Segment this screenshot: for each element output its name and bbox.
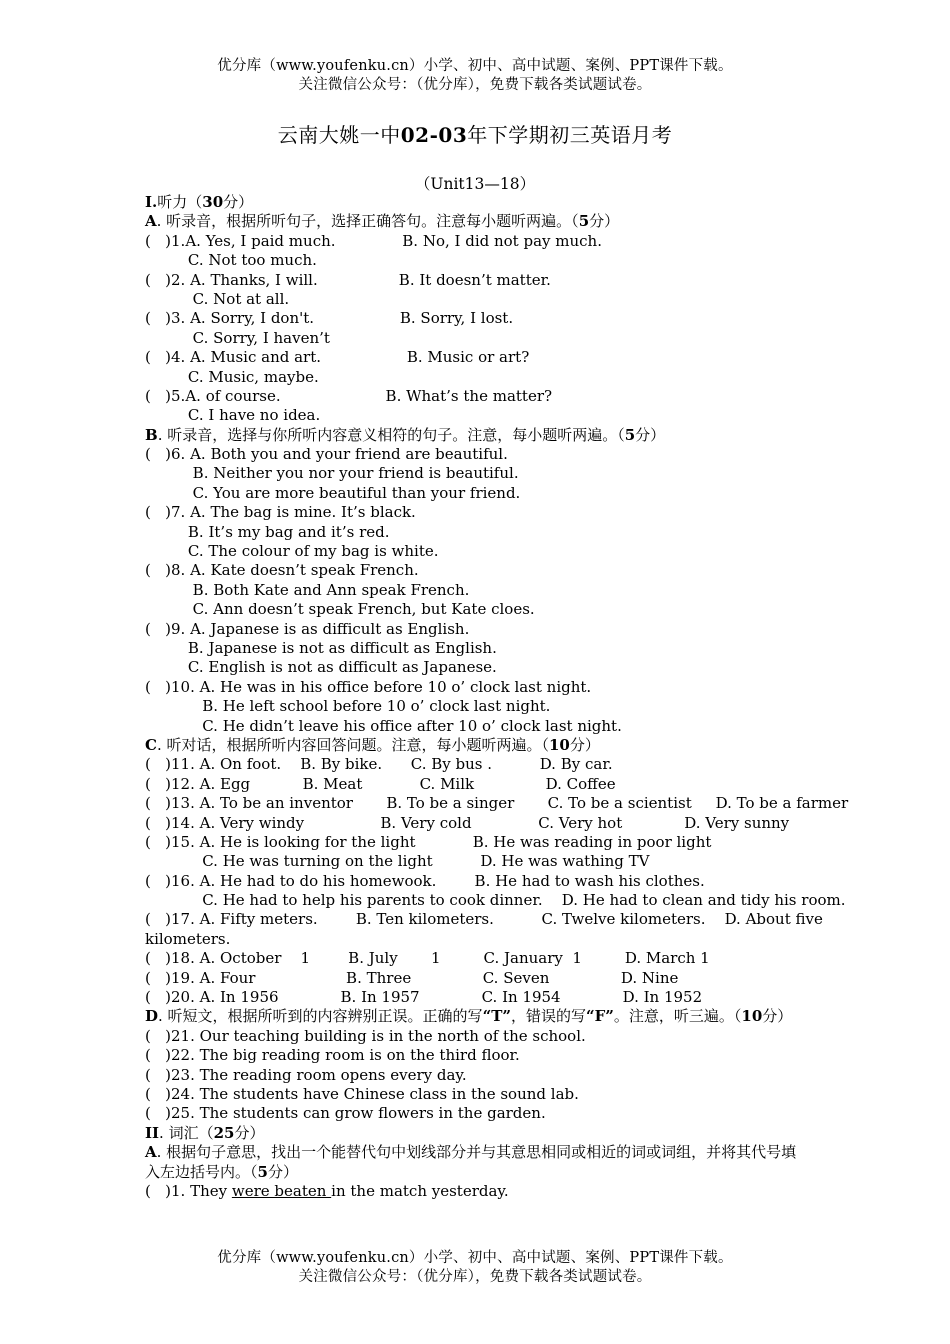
question-line: ( )4. A. Music and art. B. Music or art?	[145, 348, 530, 367]
question-line: ( )1.A. Yes, I paid much. B. No, I did not pay much.	[145, 231, 602, 250]
question-line: ( )3. A. Sorry, I don't. B. Sorry, I lost.	[145, 309, 514, 328]
question-line: B. Neither you nor your friend is beautiful.	[145, 464, 519, 483]
section-listening-heading: I.听力（30分）	[145, 193, 254, 211]
question-line: ( )5.A. of course. B. What’s the matter?	[145, 386, 553, 405]
question-line: ( )17. A. Fifty meters. B. Ten kilometers. C. Twelve kilometers. D. About five	[145, 910, 823, 929]
question-line: ( )24. The students have Chinese class in the sound lab.	[145, 1084, 579, 1103]
question-line: C. You are more beautiful than your friend.	[145, 483, 521, 502]
question-line: C. He was turning on the light D. He was wathing TV	[145, 852, 650, 871]
question-line: C. He had to help his parents to cook dinner. D. He had to clean and tidy his room.	[145, 891, 846, 910]
footer-line-1: 优分库（www.youfenku.cn）小学、初中、高中试题、案例、PPT课件下载。	[217, 1250, 733, 1266]
question-line: C. English is not as difficult as Japanese.	[145, 658, 497, 677]
header-line-1: 优分库（www.youfenku.cn）小学、初中、高中试题、案例、PPT课件下载。	[217, 58, 733, 74]
question-line: ( )15. A. He is looking for the light B. He was reading in poor light	[145, 832, 712, 851]
question-line: B. Japanese is not as difficult as English.	[145, 638, 497, 657]
question-line: ( )22. The big reading room is on the third floor.	[145, 1046, 520, 1065]
question-line: ( )13. A. To be an inventor B. To be a singer C. To be a scientist D. To be a farmer	[145, 794, 849, 813]
question-line: ( )12. A. Egg B. Meat C. Milk D. Coffee	[145, 774, 616, 793]
question-line: ( )8. A. Kate doesn’t speak French.	[145, 561, 419, 580]
question-line: ( )2. A. Thanks, I will. B. It doesn’t matter.	[145, 270, 551, 289]
question-line: ( )16. A. He had to do his homewook. B. He had to wash his clothes.	[145, 871, 705, 890]
footer-line-2: 关注微信公众号：（优分库），免费下载各类试题试卷。	[298, 1269, 652, 1285]
question-line: ( )23. The reading room opens every day.	[145, 1065, 467, 1084]
part-c-instruction: C. 听对话，根据所听内容回答问题。注意，每小题听两遍。（10分）	[145, 735, 600, 754]
page-title: 云南大姚一中02-03年下学期初三英语月考	[277, 123, 673, 147]
question-line: C. He didn’t leave his office after 10 o’ clock last night.	[145, 716, 622, 735]
question-line: C. The colour of my bag is white.	[145, 542, 439, 561]
question-line: ( )25. The students can grow flowers in the garden.	[145, 1104, 546, 1123]
question-line: C. I have no idea.	[145, 406, 321, 425]
question-line: C. Music, maybe.	[145, 367, 319, 386]
question-line: B. Both Kate and Ann speak French.	[145, 580, 470, 599]
question-line: B. He left school before 10 o’ clock last night.	[145, 697, 551, 716]
question-line: ( )9. A. Japanese is as difficult as English.	[145, 619, 470, 638]
question-line: kilometers.	[145, 929, 231, 948]
question-line: ( )18. A. October 1 B. July 1 C. January 1 D. March 1	[145, 949, 710, 968]
question-line: ( )10. A. He was in his office before 10 o’ clock last night.	[145, 677, 592, 696]
question-line: ( )14. A. Very windy B. Very cold C. Very hot D. Very sunny	[145, 813, 790, 832]
question-line: C. Not at all.	[145, 289, 290, 308]
question-line: ( )21. Our teaching building is in the north of the school.	[145, 1026, 586, 1045]
part-b-instruction: B. 听录音，选择与你所听内容意义相符的句子。注意，每小题听两遍。（5分）	[145, 425, 666, 444]
question-line: ( )20. A. In 1956 B. In 1957 C. In 1954 D. In 1952	[145, 988, 703, 1007]
vocab-part-a-instruction: A. 根据句子意思，找出一个能替代句中划线部分并与其意思相同或相近的词或词组，并将其代号填入左边括号内。（5分）	[145, 1143, 797, 1181]
exam-body	[145, 193, 849, 1201]
part-a-instruction: A. 听录音，根据所听句子，选择正确答句。注意每小题听两遍。（5分）	[145, 212, 620, 231]
question-line: B. It’s my bag and it’s red.	[145, 522, 390, 541]
question-line: C. Sorry, I haven’t	[145, 328, 330, 347]
header-line-2: 关注微信公众号：（优分库），免费下载各类试题试卷。	[298, 77, 652, 93]
question-line: C. Ann doesn’t speak French, but Kate cloes.	[145, 600, 535, 619]
section-vocabulary-heading: II. 词汇（25分）	[145, 1123, 265, 1142]
question-line: C. Not too much.	[145, 251, 317, 270]
part-d-instruction: D. 听短文，根据所听到的内容辨别正误。正确的写“T”，错误的写“F”。注意，听三遍。（10分）	[145, 1007, 793, 1026]
underlined-phrase: were beaten	[231, 1181, 332, 1200]
page-subtitle: （Unit13—18）	[414, 175, 536, 193]
question-line: ( )1. They were beaten in the match yesterday.	[145, 1181, 509, 1200]
question-line: ( )6. A. Both you and your friend are beautiful.	[145, 445, 508, 464]
question-line: ( )7. A. The bag is mine. It’s black.	[145, 503, 416, 522]
question-line: ( )11. A. On foot. B. By bike. C. By bus . D. By car.	[145, 755, 613, 774]
question-line: ( )19. A. Four B. Three C. Seven D. Nine	[145, 968, 679, 987]
